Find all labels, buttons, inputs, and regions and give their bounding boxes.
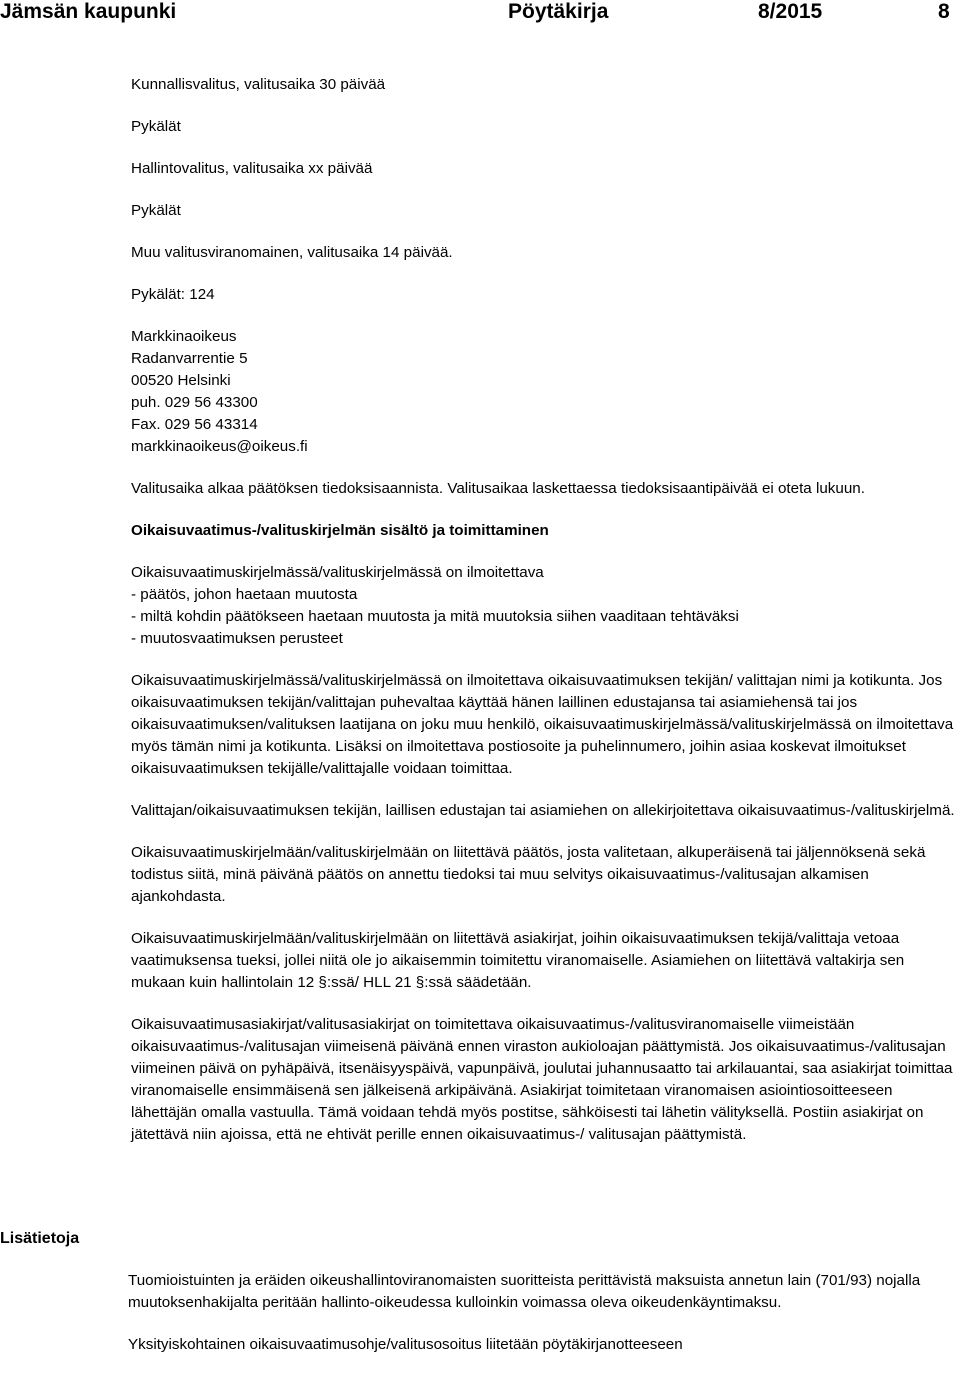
body-paragraph: Oikaisuvaatimuskirjelmään/valituskirjelmään on liitettävä päätös, josta valitetaan, alkuperäisenä tai jäljennöksenä sekä todistus siitä, minä päivänä päätös on annettu tiedoksi tai muu selvitys oikaisuvaatimus-/valitusajan alkamisen ajankohdasta. <box>131 844 926 905</box>
fees-paragraph: Tuomioistuinten ja eräiden oikeushallintoviranomaisten suoritteista perittävistä maksuista annetun lain (701/93) nojalla muutoksenhakijalta peritään hallinto-oikeudessa kulloinkin voimassa oleva oikeudenkäyntimaksu. <box>128 1272 921 1311</box>
other-authority-sections: Pykälät: 124 <box>131 286 215 303</box>
appeal-section-label: Pykälät <box>131 118 181 135</box>
appeal-section-title: Hallintovalitus, valitusaika xx päivää <box>131 160 373 177</box>
body-paragraph: Oikaisuvaatimuskirjelmään/valituskirjelmään on liitettävä asiakirjat, joihin oikaisuvaatimuksen tekijä/valittaja vetoaa vaatimuksensa tueksi, jollei niitä ole jo aikaisemmin toimitettu viranomaiselle. Asiamiehen on liitettävä valtakirja sen mukaan kuin hallintolain 12 §:ssä/ HLL 21 §:ssä säädetään. <box>131 930 905 991</box>
document-number: 8/2015 <box>758 0 823 23</box>
address-line: Markkinaoikeus <box>131 328 237 345</box>
section-heading: Oikaisuvaatimus-/valituskirjelmän sisältö ja toimittaminen <box>131 522 549 539</box>
page-number: 8 <box>938 0 950 23</box>
phone-line: puh. 029 56 43300 <box>131 394 258 411</box>
other-authority-title: Muu valitusviranomainen, valitusaika 14 päivää. <box>131 244 453 261</box>
appeal-instructions <box>131 74 957 1146</box>
requirements-list-item: - muutosvaatimuksen perusteet <box>131 630 343 647</box>
attachment-note: Yksityiskohtainen oikaisuvaatimusohje/valitusosoitus liitetään pöytäkirjanotteeseen <box>128 1336 683 1353</box>
authority-address-block <box>131 326 957 458</box>
document-type: Pöytäkirja <box>508 0 609 23</box>
address-line: Radanvarrentie 5 <box>131 350 248 367</box>
body-paragraph: Valittajan/oikaisuvaatimuksen tekijän, laillisen edustajan tai asiamiehen on allekirjoitettava oikaisuvaatimus-/valituskirjelmä. <box>131 802 955 819</box>
requirements-intro: Oikaisuvaatimuskirjelmässä/valituskirjelmässä on ilmoitettava <box>131 564 544 581</box>
email-line: markkinaoikeus@oikeus.fi <box>131 438 308 455</box>
municipality-name: Jämsän kaupunki <box>0 0 177 23</box>
additional-info <box>128 1270 954 1356</box>
appeal-section-title: Kunnallisvalitus, valitusaika 30 päivää <box>131 76 386 93</box>
fax-line: Fax. 029 56 43314 <box>131 416 258 433</box>
page-header <box>0 0 960 30</box>
body-paragraph: Oikaisuvaatimusasiakirjat/valitusasiakirjat on toimitettava oikaisuvaatimus-/valitusviranomaiselle viimeistään oikaisuvaatimus-/valitusajan viimeisenä päivänä ennen viraston aukioloajan päättymistä. Jos oikaisuvaatimus-/valitusajan viimeinen päivä on pyhäpäivä, itsenäisyyspäivä, vapunpäivä, joulutai juhannusaatto tai arkilauantai, saa asiakirjat toimittaa viranomaiselle ensimmäisenä sen jälkeisenä arkipäivänä. Asiakirjat toimitetaan viranomaisen asiointiosoitteeseen lähettäjän omalla vastuulla. Tämä voidaan tehdä myös postitse, sähköisesti tai lähetin välityksellä. Postiin asiakirjat on jätettävä niin ajoissa, että ne ehtivät perille ennen oikaisuvaatimus-/ valitusajan päättymistä. <box>131 1016 953 1143</box>
requirements-list-item: - päätös, johon haetaan muutosta <box>131 586 358 603</box>
appeal-section-label: Pykälät <box>131 202 181 219</box>
body-paragraph: Oikaisuvaatimuskirjelmässä/valituskirjelmässä on ilmoitettava oikaisuvaatimuksen tekijän/ valittajan nimi ja kotikunta. Jos oikaisuvaatimuksen tekijän/valittajan puhevaltaa käyttää hänen laillinen edustajansa tai asiamiehensä tai jos oikaisuvaatimuksen/valituksen laatijana on joku muu henkilö, oikaisuvaatimuskirjelmässä/valituskirjelmässä on ilmoitettava myös tämän nimi ja kotikunta. Lisäksi on ilmoitettava postiosoite ja puhelinnumero, joihin asiaa koskevat ilmoitukset oikaisuvaatimuksen tekijälle/valittajalle voidaan toimittaa. <box>131 672 954 777</box>
requirements-list-item: - miltä kohdin päätökseen haetaan muutosta ja mitä muutoksia siihen vaaditaan tehtäväksi <box>131 608 739 625</box>
appeal-period-note: Valitusaika alkaa päätöksen tiedoksisaannista. Valitusaikaa laskettaessa tiedoksisaantipäivää ei oteta lukuun. <box>131 480 865 497</box>
address-line: 00520 Helsinki <box>131 372 231 389</box>
additional-info-label: Lisätietoja <box>0 1230 80 1247</box>
